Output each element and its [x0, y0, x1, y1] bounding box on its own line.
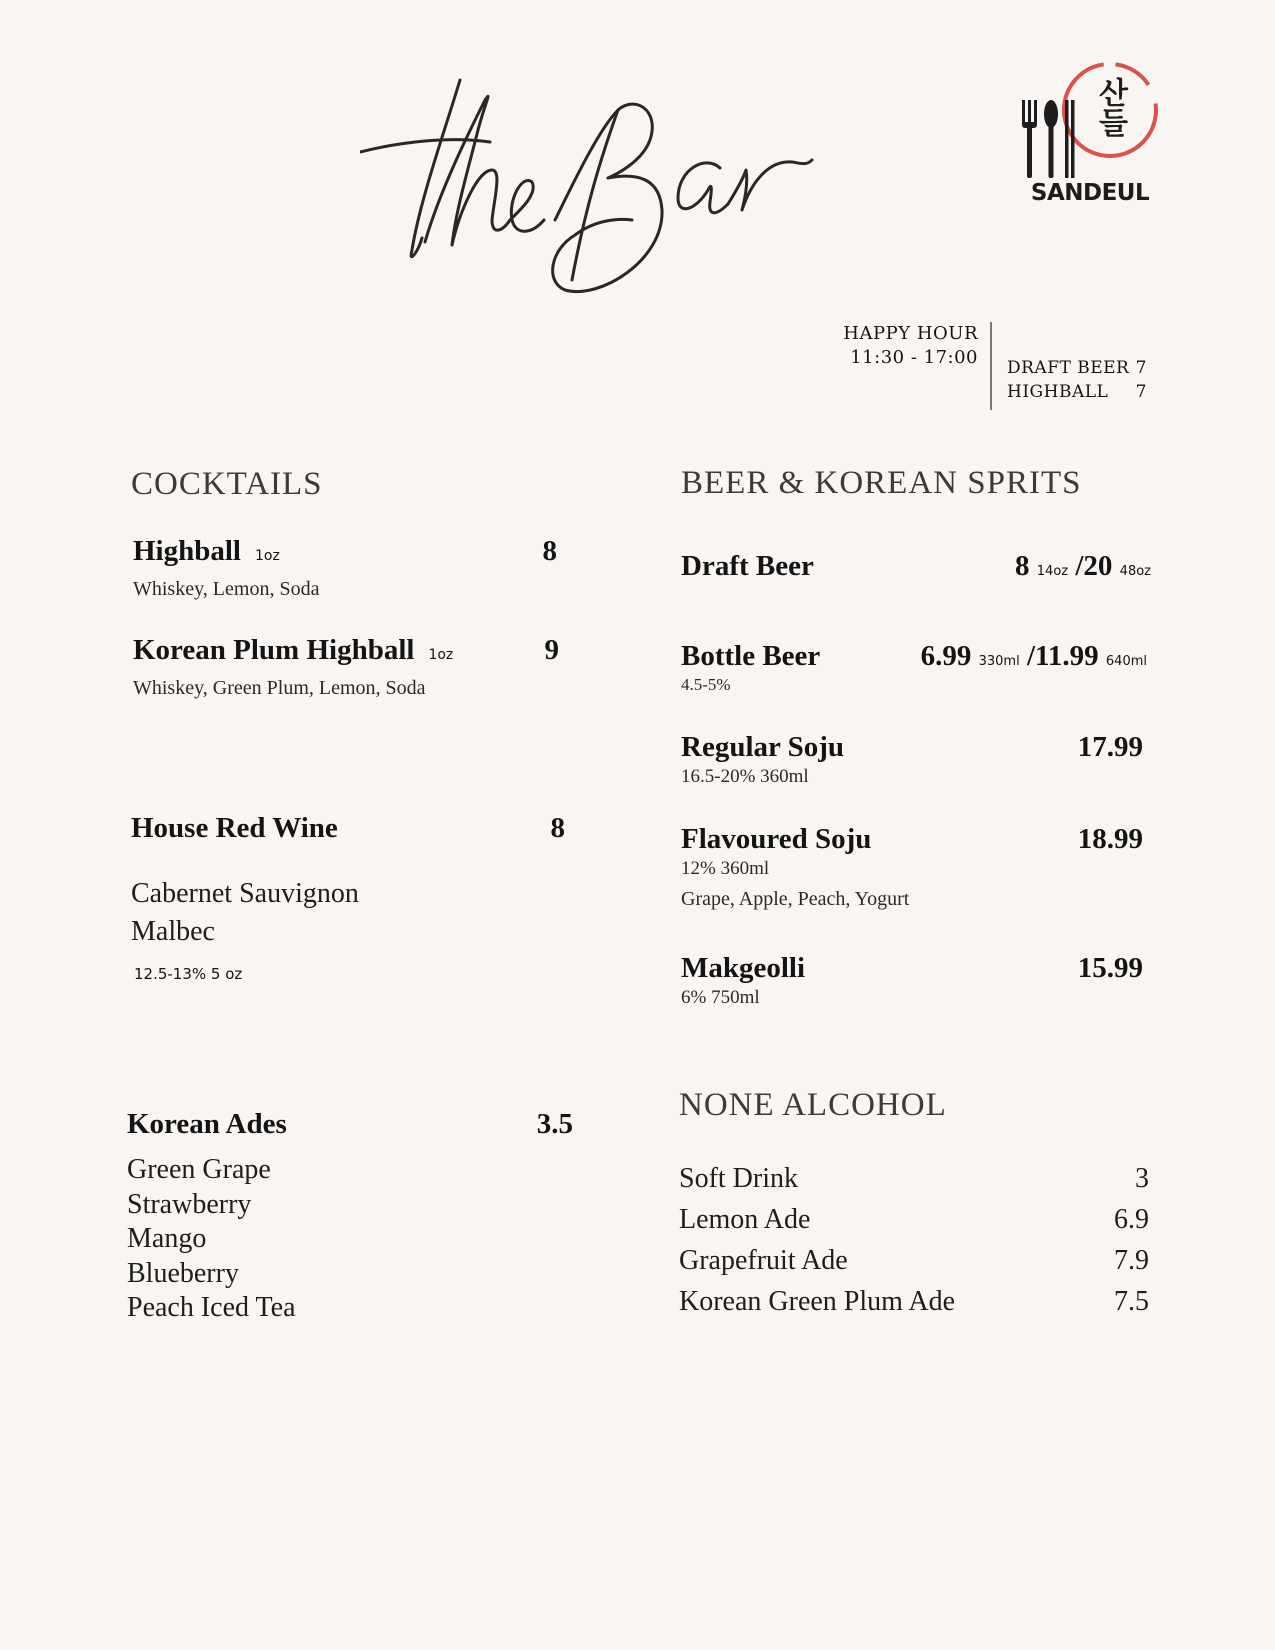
happy-hour-item-price: 7 [1135, 382, 1147, 402]
happy-hour-item-name: HIGHBALL [1007, 382, 1109, 402]
item-name: Highball 1oz [133, 535, 280, 567]
sandeul-logo [1010, 52, 1170, 212]
item-price: 6.99 330ml /11.99 640ml [920, 640, 1147, 672]
item-name: Flavoured Soju [681, 823, 872, 855]
bar-title-script [360, 70, 820, 310]
item-name: Lemon Ade [679, 1204, 811, 1235]
item-spec: 16.5-20% 360ml [681, 766, 809, 787]
item-name: Grapefruit Ade [679, 1245, 848, 1276]
item-price: 8 [550, 812, 565, 844]
item-price: 3.5 [536, 1108, 573, 1140]
item-description: Whiskey, Lemon, Soda [133, 578, 320, 600]
item-name: Bottle Beer [681, 640, 821, 672]
item-name: Draft Beer [681, 550, 814, 582]
item-price: 7.5 [1114, 1286, 1149, 1317]
item-size: 1oz [255, 548, 280, 564]
beer-spirits-heading: BEER & KOREAN SPRITS [681, 465, 1082, 501]
happy-hour-item [1007, 380, 1147, 404]
item-spec: 4.5-5% [681, 675, 731, 694]
happy-hour-item-name: DRAFT BEER [1007, 358, 1130, 378]
menu-item-regular-soju [681, 731, 1143, 788]
happy-hour-item [1007, 356, 1147, 380]
happy-hour-time: 11:30 - 17:00 [850, 347, 978, 368]
item-price: 6.9 [1114, 1204, 1149, 1235]
item-price: 18.99 [1077, 823, 1143, 855]
item-unit: 640ml [1105, 654, 1147, 669]
happy-hour-label: HAPPY HOUR [843, 323, 978, 344]
item-unit: 48oz [1119, 564, 1151, 579]
item-unit: 14oz [1036, 564, 1069, 579]
ade-flavor: Green Grape [127, 1154, 271, 1185]
ade-flavor: Blueberry [127, 1257, 239, 1289]
item-description: Grape, Apple, Peach, Yogurt [681, 888, 910, 910]
happy-hour-prices [1007, 356, 1147, 404]
logo-name: SANDEUL [1030, 180, 1150, 206]
ade-flavor: Strawberry [127, 1188, 252, 1220]
list-item [679, 1240, 1149, 1281]
item-price: 3 [1135, 1163, 1149, 1194]
ade-flavor: Peach Iced Tea [127, 1292, 296, 1323]
wine-variety: Cabernet Sauvignon [131, 878, 359, 909]
ade-flavor: Mango [127, 1223, 207, 1254]
happy-hour-info [790, 322, 978, 370]
item-price: 8 [542, 535, 557, 567]
logo-korean-text: 산들 [1092, 77, 1128, 137]
item-name: House Red Wine [131, 812, 338, 844]
cocktails-heading: COCKTAILS [131, 466, 323, 502]
item-name: Korean Plum Highball 1oz [133, 634, 454, 666]
menu-item-house-red-wine [131, 812, 565, 983]
item-price: 9 [544, 634, 559, 666]
item-price: 7.9 [1114, 1245, 1149, 1276]
item-description: Whiskey, Green Plum, Lemon, Soda [133, 677, 426, 699]
list-item [679, 1281, 1149, 1322]
item-name: Korean Ades [127, 1108, 287, 1140]
item-price: 17.99 [1077, 731, 1143, 763]
menu-item-korean-plum-highball [133, 634, 563, 700]
item-price: 15.99 [1077, 952, 1143, 984]
item-size: 1oz [428, 647, 454, 663]
item-name: Makgeolli [681, 952, 806, 984]
menu-item-makgeolli [681, 952, 1143, 1009]
happy-hour-divider [990, 322, 992, 410]
menu-item-highball [133, 535, 563, 601]
item-spec: 12% 360ml [681, 858, 770, 879]
wine-spec: 12.5-13% 5 oz [134, 965, 243, 983]
logo-emblem-icon [1010, 52, 1170, 182]
item-name: Regular Soju [681, 731, 845, 763]
list-item [679, 1199, 1149, 1240]
item-name: Korean Green Plum Ade [679, 1286, 956, 1317]
menu-item-draft-beer [681, 550, 1151, 583]
non-alcohol-heading: NONE ALCOHOL [679, 1087, 947, 1123]
happy-hour-item-price: 7 [1135, 358, 1147, 378]
list-item [679, 1158, 1149, 1199]
non-alcohol-list [679, 1158, 1149, 1322]
item-price: 8 14oz /20 48oz [1015, 550, 1151, 582]
item-name: Soft Drink [679, 1163, 798, 1194]
menu-item-bottle-beer [681, 640, 1147, 695]
menu-item-flavoured-soju [681, 823, 1143, 911]
item-spec: 6% 750ml [681, 987, 760, 1008]
item-unit: 330ml [978, 654, 1020, 669]
menu-item-korean-ades [127, 1108, 573, 1326]
wine-variety: Malbec [131, 916, 215, 947]
